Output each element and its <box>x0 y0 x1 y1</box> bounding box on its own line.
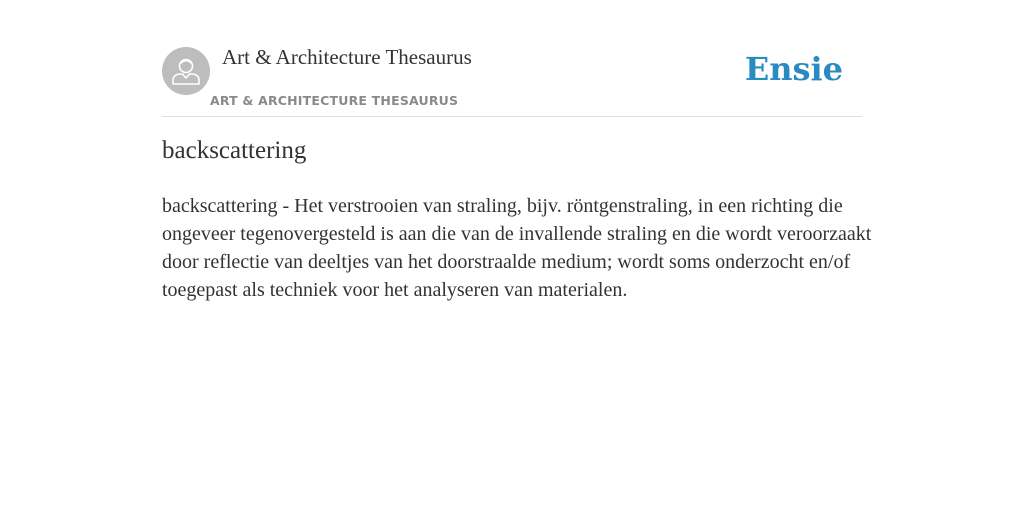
user-icon <box>162 47 210 95</box>
entry-definition: backscattering - Het verstrooien van straling, bijv. röntgenstraling, in een richting die ongeveer tegenovergesteld is aan die van de invallende straling en die wordt veroorzaakt door reflectie van deeltjes van het doorstraalde medium; wordt soms onderzocht en/of toegepast als techniek voor het analyseren van materialen. <box>162 195 872 301</box>
source-subtitle: ART & ARCHITECTURE THESAURUS <box>210 93 459 108</box>
source-title[interactable]: Art & Architecture Thesaurus <box>222 45 472 69</box>
header <box>162 40 862 117</box>
avatar[interactable] <box>162 47 210 95</box>
entry-term: backscattering <box>162 137 307 164</box>
site-logo[interactable]: Ensie <box>744 50 843 88</box>
